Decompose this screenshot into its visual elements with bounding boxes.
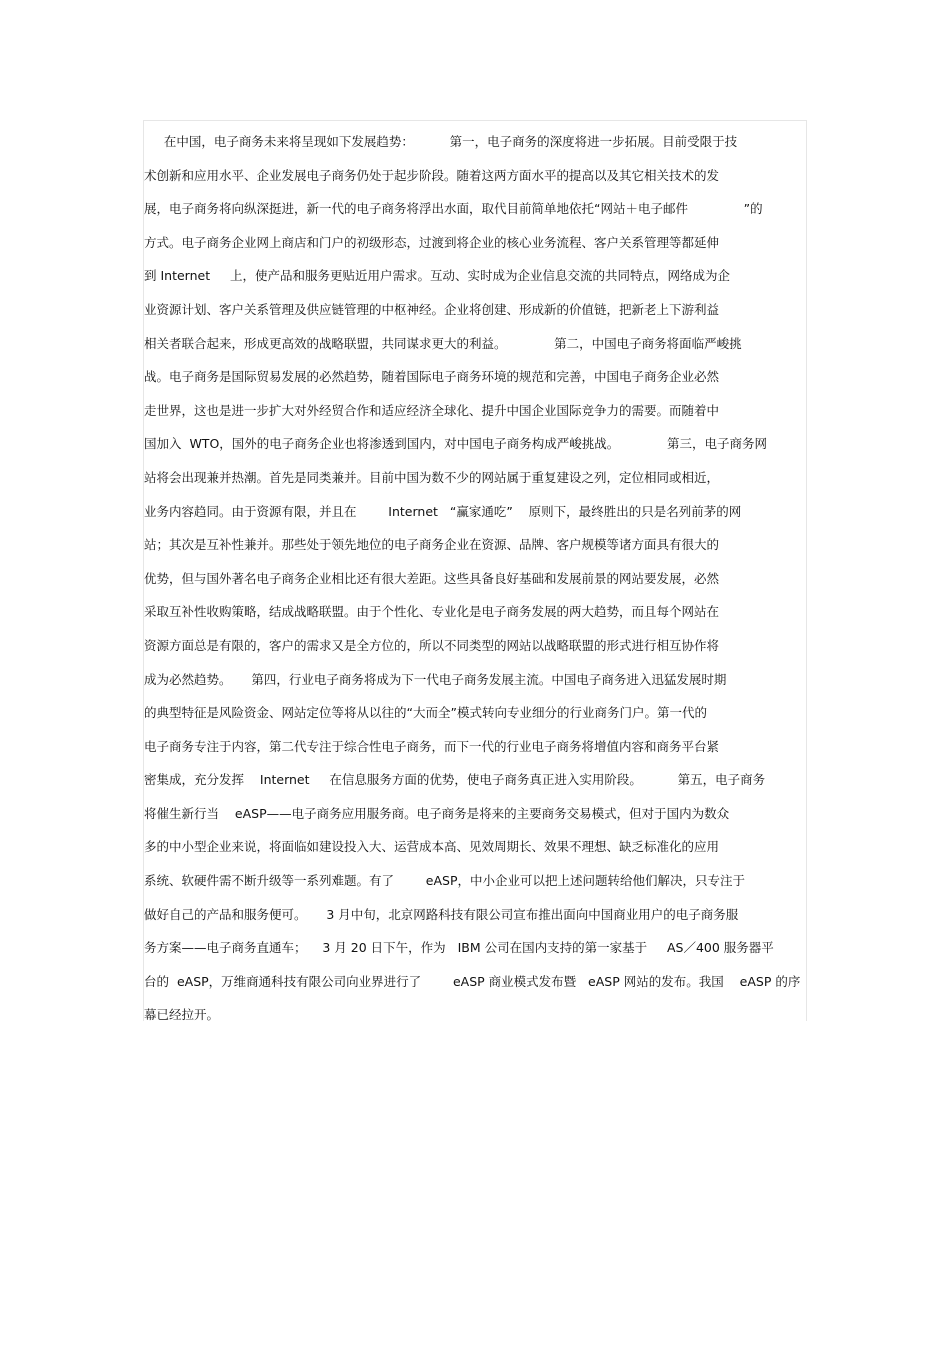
- text-line: 的典型特征是风险资金、网站定位等将从以往的“大而全”模式转向专业细分的行业商务门户。第一代的: [144, 705, 707, 721]
- text-line: 站将会出现兼并热潮。首先是同类兼并。目前中国为数不少的网站属于重复建设之列，定位相同或相近，: [144, 469, 720, 485]
- frame-border-right: [806, 120, 807, 1021]
- text-line: 相关者联合起来，形成更高效的战略联盟，共同谋求更大的利益。 第二，中国电子商务将面临严峻挑: [144, 335, 742, 351]
- text-line: 成为必然趋势。 第四，行业电子商务将成为下一代电子商务发展主流。中国电子商务进入迅猛发展时期: [144, 671, 727, 687]
- text-line: 系统、软硬件需不断升级等一系列难题。有了 eASP，中小企业可以把上述问题转给他们解决，只专注于: [144, 873, 746, 889]
- text-line: 方式。电子商务企业网上商店和门户的初级形态，过渡到将企业的核心业务流程、客户关系管理等都延伸: [144, 234, 720, 250]
- text-line: 密集成，充分发挥 Internet 在信息服务方面的优势，使电子商务真正进入实用阶段。 第五，电子商务: [144, 772, 766, 788]
- text-line: 电子商务专注于内容，第二代专注于综合性电子商务，而下一代的行业电子商务将增值内容和商务平台紧: [144, 738, 720, 754]
- text-line: 多的中小型企业来说，将面临如建设投入大、运营成本高、见效周期长、效果不理想、缺乏标准化的应用: [144, 839, 720, 855]
- text-line: 幕已经拉开。: [144, 1007, 220, 1023]
- text-line: 台的 eASP，万维商通科技有限公司向业界进行了 eASP 商业模式发布暨 eASP 网站的发布。我国 eASP 的序: [144, 973, 801, 989]
- text-line: 优势，但与国外著名电子商务企业相比还有很大差距。这些具备良好基础和发展前景的网站要发展，必然: [144, 570, 720, 586]
- text-line: 到 Internet 上，使产品和服务更贴近用户需求。互动、实时成为企业信息交流的共同特点，网络成为企: [144, 268, 730, 284]
- text-line: 业务内容趋同。由于资源有限，并且在 Internet “赢家通吃” 原则下，最终胜出的只是名列前茅的网: [144, 503, 742, 519]
- text-line: 走世界，这也是进一步扩大对外经贸合作和适应经济全球化、提升中国企业国际竞争力的需要。而随着中: [144, 402, 720, 418]
- text-line: 资源方面总是有限的，客户的需求又是全方位的，所以不同类型的网站以战略联盟的形式进行相互协作将: [144, 637, 720, 653]
- text-line: 站；其次是互补性兼并。那些处于领先地位的电子商务企业在资源、品牌、客户规模等诸方面具有很大的: [144, 537, 720, 553]
- text-line: 业资源计划、客户关系管理及供应链管理的中枢神经。企业将创建、形成新的价值链，把新老上下游利益: [144, 301, 720, 317]
- text-line: 在中国，电子商务未来将呈现如下发展趋势： 第一，电子商务的深度将进一步拓展。目前受限于技: [144, 134, 738, 149]
- text-line: 战。电子商务是国际贸易发展的必然趋势，随着国际电子商务环境的规范和完善，中国电子商务企业必然: [144, 369, 720, 385]
- text-line: 做好自己的产品和服务便可。 3 月中旬，北京网路科技有限公司宣布推出面向中国商业用户的电子商务服: [144, 906, 739, 922]
- text-line: 采取互补性收购策略，结成战略联盟。由于个性化、专业化是电子商务发展的两大趋势，而且每个网站在: [144, 604, 720, 620]
- text-line: 将催生新行当 eASP——电子商务应用服务商。电子商务是将来的主要商务交易模式，但对于国内为数众: [144, 805, 730, 821]
- frame-border-top: [143, 120, 807, 121]
- text-line: 国加入 WTO，国外的电子商务企业也将渗透到国内，对中国电子商务构成严峻挑战。 第三，电子商务网: [144, 436, 767, 452]
- body-paragraph: [144, 125, 806, 1032]
- text-line: 务方案——电子商务直通车； 3 月 20 日下午，作为 IBM 公司在国内支持的第一家基于 AS／400 服务器平: [144, 940, 774, 956]
- text-line: 术创新和应用水平、企业发展电子商务仍处于起步阶段。随着这两方面水平的提高以及其它相关技术的发: [144, 167, 720, 183]
- text-line: 展，电子商务将向纵深挺进，新一代的电子商务将浮出水面，取代目前简单地依托“网站＋电子邮件 ”的: [144, 201, 763, 217]
